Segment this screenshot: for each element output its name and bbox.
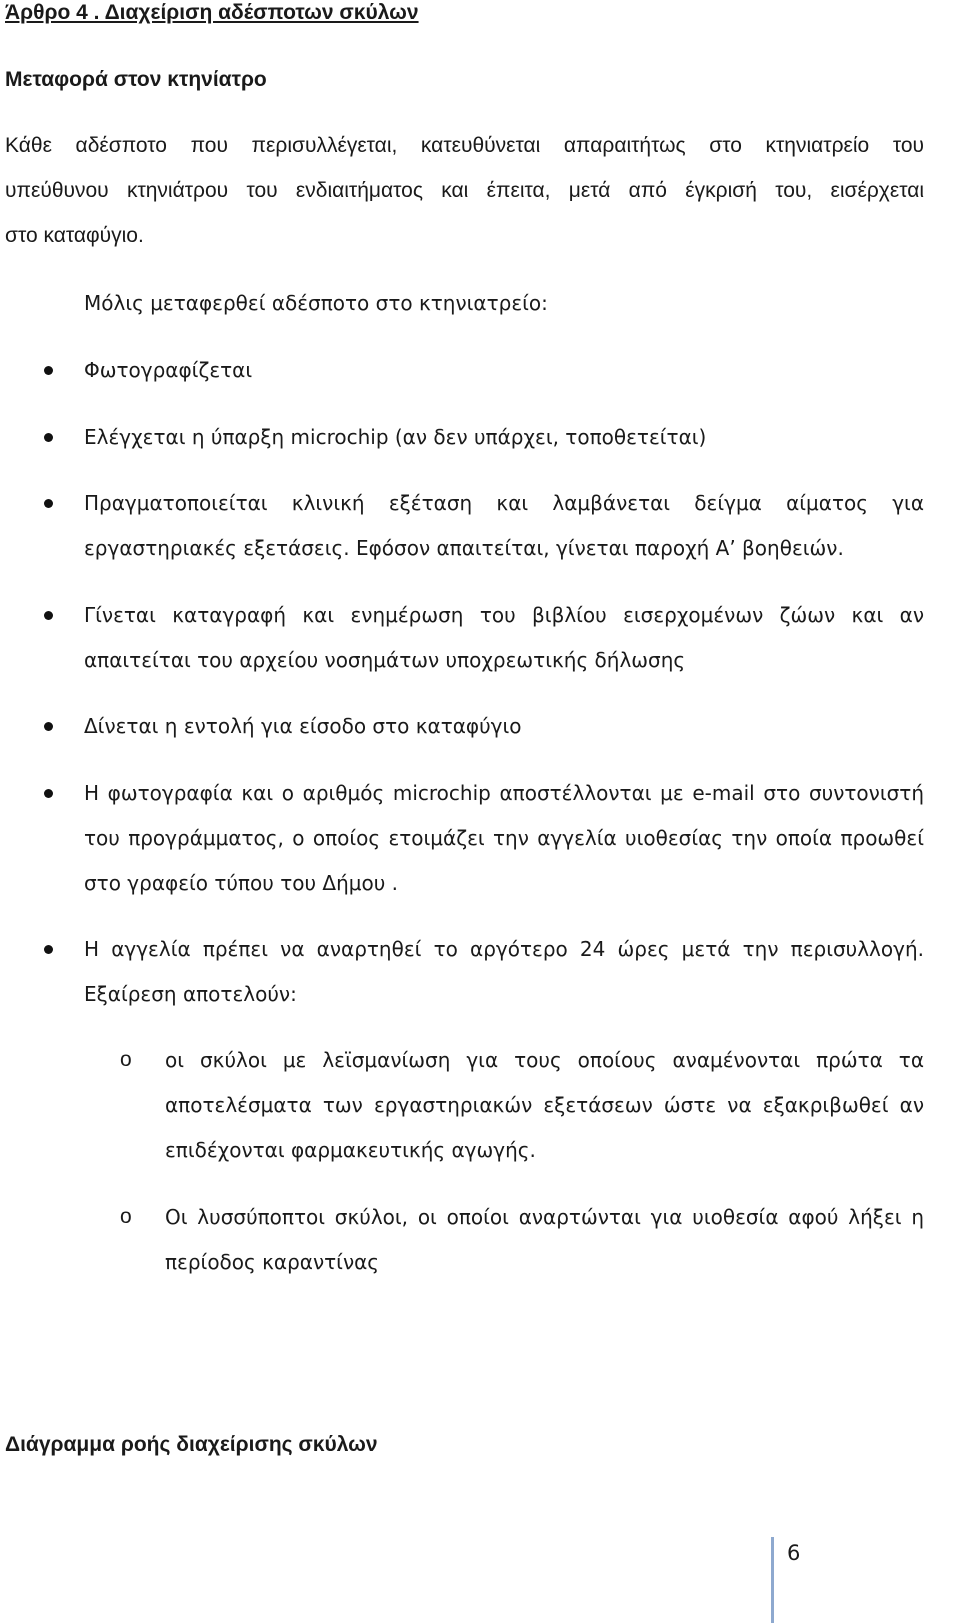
bullet-dot [44, 789, 53, 798]
bullet-dot [44, 366, 53, 375]
bullet-dot [44, 722, 53, 731]
bullet-dot [44, 945, 53, 954]
bullet-item: Η φωτογραφία και ο αριθμός microchip αποστέλλονται με e-mail στο συντονιστή [84, 781, 924, 805]
bullet-dot [44, 433, 53, 442]
page-number-bar [771, 1537, 774, 1623]
bullet-item-continuation: Εξαίρεση αποτελούν: [84, 982, 297, 1006]
sub-bullet-item: οι σκύλοι με λεϊσμανίωση για τους οποίους αναμένονται πρώτα τα [165, 1048, 924, 1072]
article-title: Άρθρο 4 . Διαχείριση αδέσποτων σκύλων [5, 1, 419, 24]
page-number: 6 [787, 1541, 801, 1565]
bullet-item-continuation: του προγράμματος, ο οποίος ετοιμάζει την αγγελία υιοθεσίας την οποία προωθεί [84, 826, 924, 850]
sub-bullet-marker: o [120, 1048, 132, 1071]
bullet-item: Πραγματοποιείται κλινική εξέταση και λαμβάνεται δείγμα αίματος για [84, 491, 924, 515]
bullet-dot [44, 611, 53, 620]
intro-line: υπεύθυνου κτηνιάτρου του ενδιαιτήματος και έπειτα, μετά από έγκρισή του, εισέρχεται [5, 179, 924, 202]
bullet-item-continuation: στο γραφείο τύπου του Δήμου . [84, 871, 399, 895]
sub-bullet-item: Οι λυσσύποπτοι σκύλοι, οι οποίοι αναρτώνται για υιοθεσία αφού λήξει η [165, 1205, 924, 1229]
bullet-item-continuation: απαιτείται του αρχείου νοσημάτων υποχρεωτικής δήλωσης [84, 648, 686, 672]
bullet-item: Γίνεται καταγραφή και ενημέρωση του βιβλίου εισερχομένων ζώων και αν [84, 603, 924, 627]
sub-bullet-item-continuation: αποτελέσματα των εργαστηριακών εξετάσεων ώστε να εξακριβωθεί αν [165, 1093, 924, 1117]
sub-bullet-item-continuation: επιδέχονται φαρμακευτικής αγωγής. [165, 1138, 536, 1162]
lead-text: Μόλις μεταφερθεί αδέσποτο στο κτηνιατρείο: [84, 291, 548, 315]
bullet-item: Η αγγελία πρέπει να αναρτηθεί το αργότερο 24 ώρες μετά την περισυλλογή. [84, 937, 924, 961]
bullet-item: Φωτογραφίζεται [84, 358, 253, 382]
flow-diagram-title: Διάγραμμα ροής διαχείρισης σκύλων [5, 1433, 378, 1456]
sub-bullet-marker: o [120, 1205, 132, 1228]
sub-bullet-item-continuation: περίοδος καραντίνας [165, 1250, 380, 1274]
bullet-item: Ελέγχεται η ύπαρξη microchip (αν δεν υπάρχει, τοποθετείται) [84, 425, 707, 449]
bullet-item: Δίνεται η εντολή για είσοδο στο καταφύγιο [84, 714, 522, 738]
section-subtitle: Μεταφορά στον κτηνίατρο [5, 68, 267, 91]
intro-line: Κάθε αδέσποτο που περισυλλέγεται, κατευθύνεται απαραιτήτως στο κτηνιατρείο του [5, 134, 924, 157]
bullet-dot [44, 499, 53, 508]
bullet-item-continuation: εργαστηριακές εξετάσεις. Εφόσον απαιτείται, γίνεται παροχή Α’ βοηθειών. [84, 536, 844, 560]
intro-line: στο καταφύγιο. [5, 224, 144, 247]
